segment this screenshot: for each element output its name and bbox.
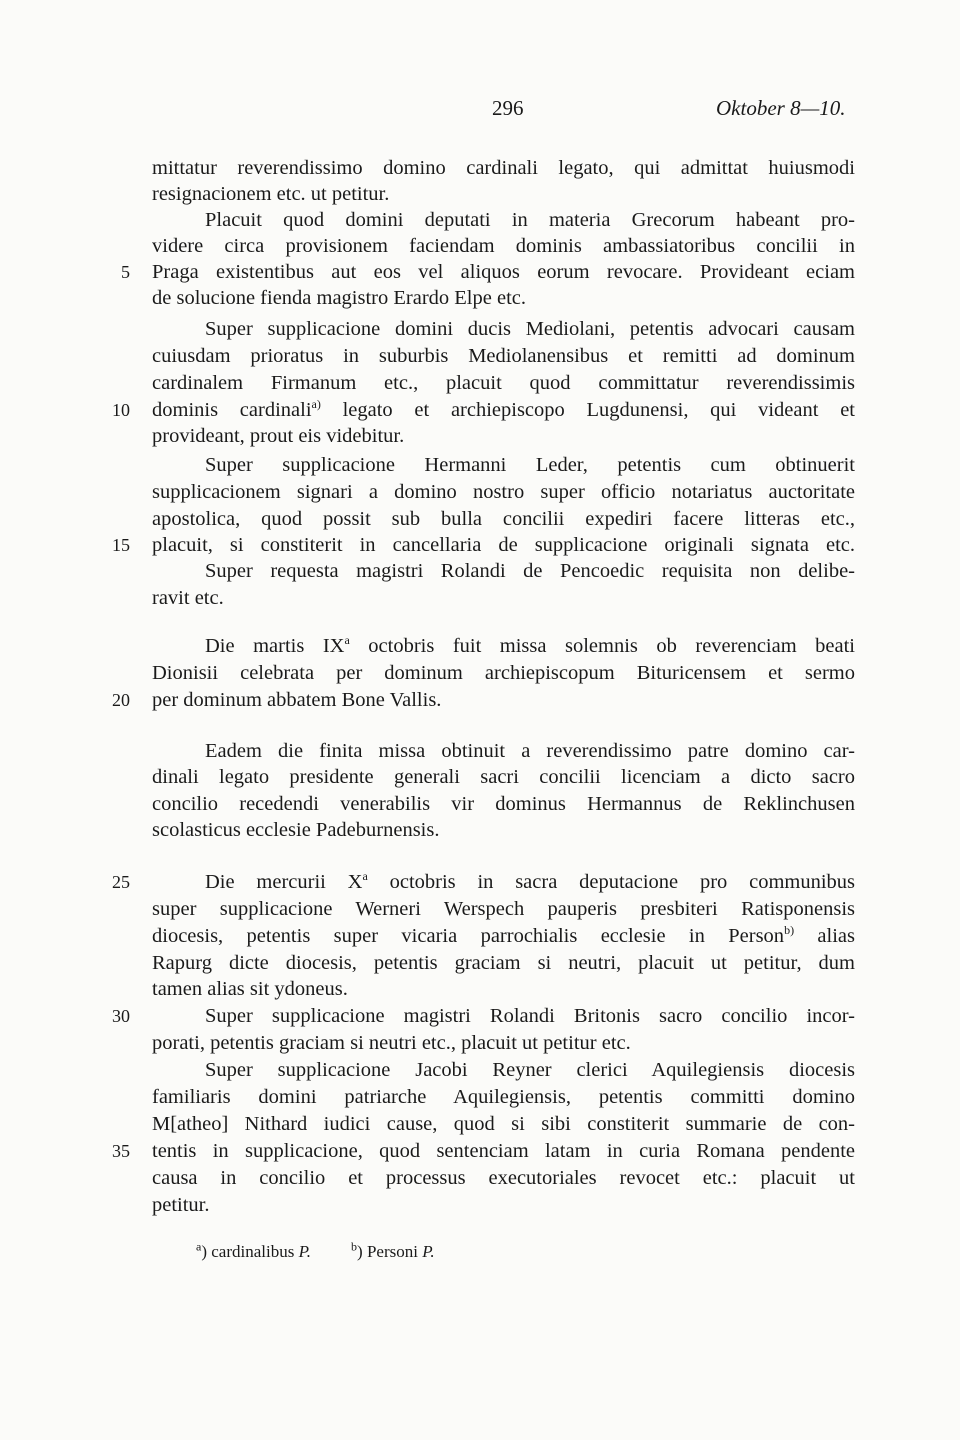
text-line: familiaris domini patriarche Aquilegiensis, petentis committi domino: [152, 1086, 855, 1108]
text-line: Placuit quod domini deputati in materia Grecorum habeant pro-: [205, 209, 855, 231]
text-line: dinali legato presidente generali sacri concilii licenciam a dicto sacro: [152, 766, 855, 788]
line-number: 25: [112, 872, 130, 892]
text-line: Eadem die finita missa obtinuit a reverendissimo patre domino car-: [205, 740, 855, 762]
line-number: 35: [112, 1141, 130, 1161]
text-line: resignacionem etc. ut petitur.: [152, 183, 390, 205]
text-line: provideant, prout eis videbitur.: [152, 425, 405, 447]
text-line: dominis cardinali$^{a)}$ legato et archiepiscopo Lugdunensi, qui videant et: [152, 397, 855, 421]
text-line: porati, petentis graciam si neutri etc., placuit ut petitur etc.: [152, 1032, 631, 1054]
text-line: M[atheo] Nithard iudici cause, quod si sibi constiterit summarie de con-: [152, 1113, 855, 1135]
running-head: Oktober 8—10.: [716, 96, 846, 120]
text-line: videre circa provisionem faciendam dominis ambassiatoribus concilii in: [152, 235, 855, 257]
text-line: Super requesta magistri Rolandi de Pencoedic requisita non delibe-: [205, 560, 855, 582]
text-line: mittatur reverendissimo domino cardinali legato, qui admittat huiusmodi: [152, 157, 855, 179]
line-number: 30: [112, 1006, 130, 1026]
line-number: 20: [112, 690, 130, 710]
text-line: supplicacionem signari a domino nostro super officio notariatus auctoritate: [152, 481, 855, 503]
text-line: tentis in supplicacione, quod sentenciam latam in curia Romana pendente: [152, 1140, 855, 1162]
text-line: causa in concilio et processus executoriales revocet etc.: placuit ut: [152, 1167, 855, 1189]
footnote: $^b$) Personi P.: [351, 1239, 435, 1261]
text-line: Dionisii celebrata per dominum archiepiscopum Bituricensem et sermo: [152, 662, 855, 684]
footnote-marker: a): [311, 397, 321, 412]
text-line: per dominum abbatem Bone Vallis.: [152, 689, 442, 711]
text-line: cuiusdam prioratus in suburbis Mediolanensibus et remitti ad dominum: [152, 345, 855, 367]
line-number: 5: [121, 262, 130, 282]
line-number: 10: [112, 400, 130, 420]
text-line: de solucione fienda magistro Erardo Elpe etc.: [152, 287, 526, 309]
text-line: cardinalem Firmanum etc., placuit quod committatur reverendissimis: [152, 372, 855, 394]
text-line: Praga existentibus aut eos vel aliquos eorum revocare. Provideant eciam: [152, 261, 855, 283]
footnote: $^a$) cardinalibus P.: [196, 1239, 312, 1261]
text-line: Rapurg dicte diocesis, petentis graciam si neutri, placuit ut petitur, dum: [152, 952, 855, 974]
text-line: placuit, si constiterit in cancellaria de supplicacione originali signata etc.: [152, 534, 855, 556]
line-number: 15: [112, 535, 130, 555]
text-line: tamen alias sit ydoneus.: [152, 978, 348, 1000]
footnote-marker: a: [362, 869, 368, 884]
text-line: Super supplicacione Jacobi Reyner clerici Aquilegiensis diocesis: [205, 1059, 855, 1081]
text-line: Super supplicacione domini ducis Mediolani, petentis advocari causam: [205, 318, 855, 340]
text-line: diocesis, petentis super vicaria parrochialis ecclesie in Person$^{b)}$ alias: [152, 923, 855, 947]
footnotes: [196, 1239, 475, 1262]
text-line: super supplicacione Werneri Werspech pauperis presbiteri Ratisponensis: [152, 898, 855, 920]
footnote-marker: b): [784, 923, 795, 938]
text-line: apostolica, quod possit sub bulla concilii expediri facere litteras etc.,: [152, 508, 855, 530]
text-line: scolasticus ecclesie Padeburnensis.: [152, 819, 440, 841]
footnote-marker: a: [344, 633, 350, 648]
text-line: petitur.: [152, 1194, 210, 1216]
text-line: Super supplicacione magistri Rolandi Britonis sacro concilio incor-: [205, 1005, 855, 1027]
text-line: Die mercurii $X^a$ octobris in sacra deputacione pro communibus: [205, 869, 856, 893]
text-line: Super supplicacione Hermanni Leder, petentis cum obtinuerit: [205, 454, 855, 476]
text-line: ravit etc.: [152, 587, 224, 609]
page-number: 296: [492, 96, 524, 120]
text-line: concilio recedendi venerabilis vir dominus Hermannus de Reklinchusen: [152, 793, 855, 815]
text-line: Die martis $IX^a$ octobris fuit missa solemnis ob reverenciam beati: [205, 633, 855, 657]
